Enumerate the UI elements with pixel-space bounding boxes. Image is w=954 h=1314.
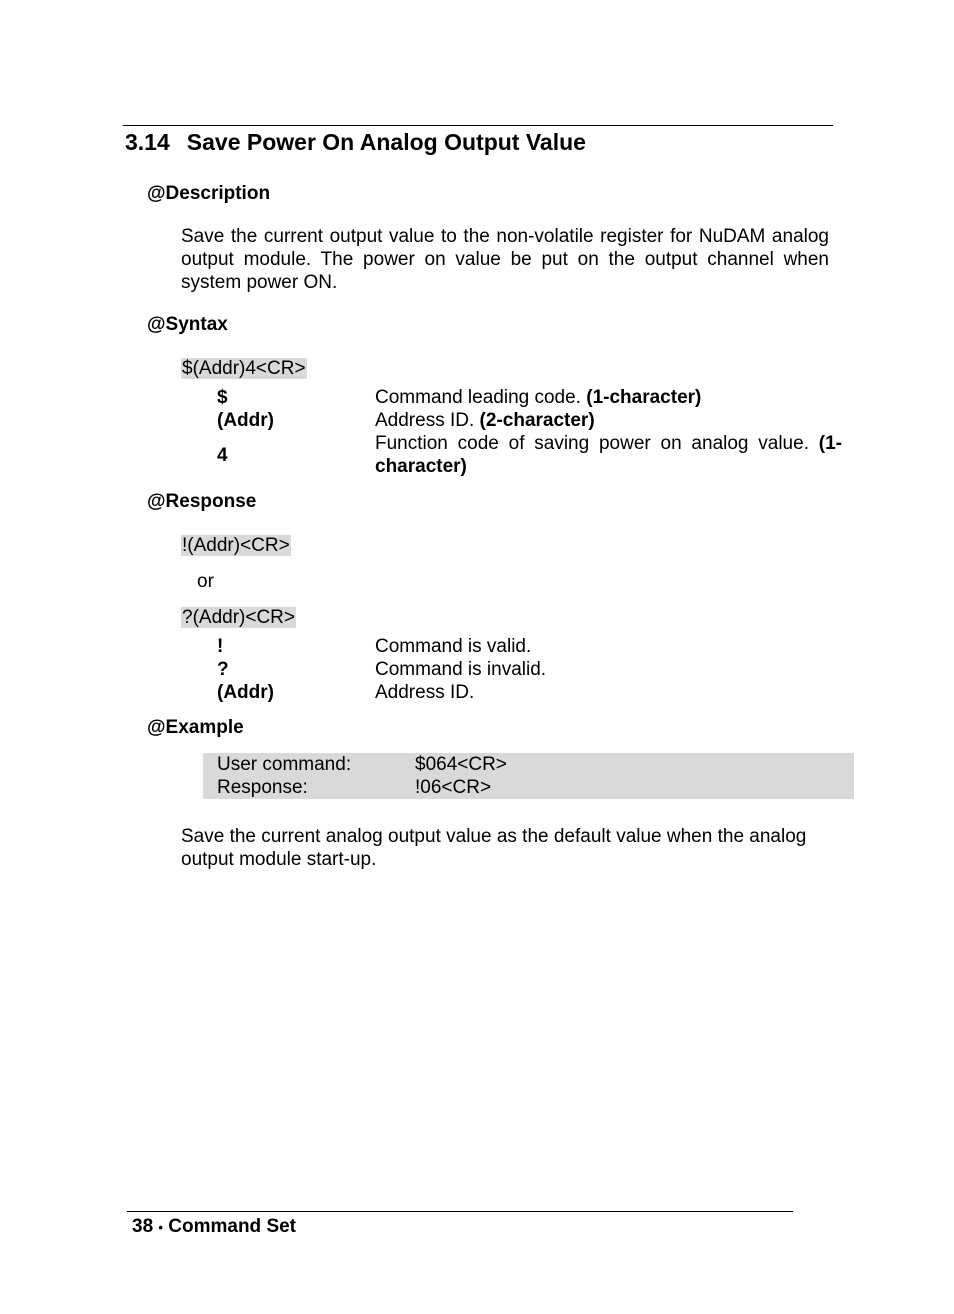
syntax-param-term: $ [217, 387, 228, 408]
syntax-heading: @Syntax [147, 314, 228, 335]
footer [132, 1216, 296, 1238]
response-param-row [217, 635, 842, 658]
header-rule [123, 125, 833, 126]
syntax-param-table [217, 386, 842, 478]
footer-bullet: • [158, 1220, 163, 1235]
response-param-desc: Command is invalid. [375, 659, 547, 680]
response-param-row [217, 681, 842, 704]
response-invalid: ?(Addr)<CR> [182, 607, 295, 628]
syntax-command: $(Addr)4<CR> [182, 358, 306, 379]
response-param-term: ? [217, 659, 229, 680]
example-box [203, 753, 854, 799]
syntax-command-line [181, 357, 307, 380]
response-or: or [197, 571, 214, 592]
response-param-desc: Address ID. [375, 682, 475, 703]
example-heading: @Example [147, 717, 244, 738]
section-title: Save Power On Analog Output Value [186, 129, 586, 155]
section-number: 3.14 [125, 129, 170, 155]
syntax-param-row [217, 386, 842, 409]
response-valid: !(Addr)<CR> [182, 535, 290, 556]
response-param-desc: Command is valid. [375, 636, 532, 657]
response-heading: @Response [147, 491, 257, 512]
response-param-row [217, 658, 842, 681]
footer-rule [127, 1211, 793, 1212]
page-number: 38 [132, 1216, 154, 1237]
example-row [203, 753, 854, 776]
response-param-term: ! [217, 636, 224, 657]
example-value: !06<CR> [415, 777, 492, 798]
syntax-param-row [217, 432, 842, 478]
syntax-param-desc: Address ID. (2-character) [375, 410, 595, 431]
syntax-param-desc: Command leading code. (1-character) [375, 387, 702, 408]
response-valid-line [181, 534, 291, 557]
syntax-param-desc: Function code of saving power on analog value. (1-character) [375, 433, 842, 477]
section-heading [125, 129, 586, 156]
syntax-param-term: (Addr) [217, 410, 274, 431]
description-heading: @Description [147, 183, 271, 204]
example-note: Save the current analog output value as the default value when the analog output module start-up. [181, 826, 807, 870]
example-row [203, 776, 854, 799]
syntax-param-term: 4 [217, 444, 228, 466]
example-value: $064<CR> [415, 754, 507, 775]
syntax-param-row [217, 409, 842, 432]
description-text: Save the current output value to the non-volatile register for NuDAM analog output module. The power on value be put on the output channel when system power ON. [181, 226, 829, 293]
example-label: Response: [217, 777, 308, 798]
example-label: User command: [217, 754, 352, 775]
response-param-term: (Addr) [217, 682, 274, 703]
response-param-table [217, 635, 842, 704]
response-invalid-line [181, 606, 296, 629]
footer-title: Command Set [168, 1216, 297, 1237]
